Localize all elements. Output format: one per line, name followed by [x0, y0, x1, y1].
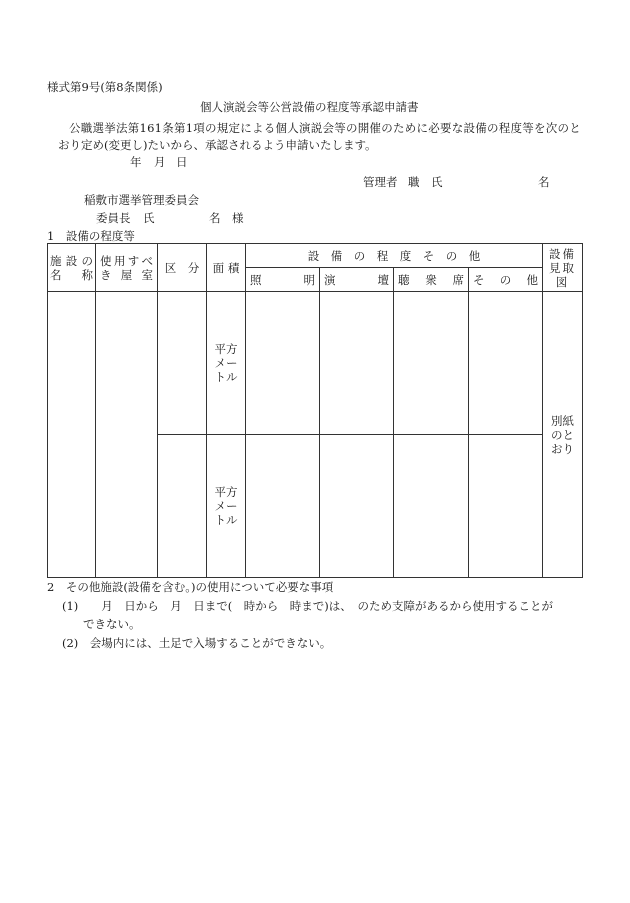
cell-audience-2 [394, 435, 469, 578]
header-facility-name [48, 244, 96, 292]
date-year: 年 [130, 155, 142, 169]
header-room-line-1: 使用すべ [100, 253, 153, 268]
cell-diagram [543, 292, 583, 578]
header-equipment-label: 設 備 の 程 度 そ の 他 [307, 248, 481, 263]
header-equipment [246, 244, 543, 268]
header-other-label: そ の 他 [473, 272, 538, 287]
recipient-name-label: 氏 [143, 211, 155, 225]
applicant-name-label: 氏 [431, 175, 443, 189]
cell-lighting-2 [246, 435, 320, 578]
header-diagram [543, 244, 583, 292]
header-lighting-label: 照 明 [250, 272, 315, 287]
recipient-name-suffix-2: 様 [232, 211, 244, 225]
cell-other-1 [469, 292, 543, 435]
intro-line-2: おり定め(変更し)たいから、承認されるよう申請いたします。 [58, 138, 377, 152]
header-category [158, 244, 207, 292]
cell-audience-1 [394, 292, 469, 435]
header-lighting [246, 268, 320, 292]
item-1-line-1: (1) 月 日から 月 日まで( 時から 時まで)は、 のため支障があるから使用することが [62, 599, 554, 613]
form-id: 様式第9号(第8条関係) [47, 80, 163, 94]
section-2-heading: 2 その他施設(設備を含む。)の使用について必要な事項 [47, 580, 334, 594]
cell-area-2 [207, 435, 246, 578]
recipient-name-suffix-1: 名 [209, 211, 221, 225]
applicant-position: 職 [408, 175, 420, 189]
header-stage-label: 演 壇 [324, 272, 389, 287]
section-1-heading: 1 設備の程度等 [47, 229, 135, 243]
intro-line-1: 公職選挙法第161条第1項の規定による個人演説会等の開催のために必要な設備の程度等を次のと [69, 121, 582, 135]
item-1-line-2: できない。 [83, 617, 141, 631]
header-audience-label: 聴 衆 席 [398, 272, 464, 287]
cell-other-2 [469, 435, 543, 578]
header-area-label: 面 積 [212, 260, 240, 275]
cell-category-1 [158, 292, 207, 435]
cell-stage-1 [320, 292, 394, 435]
cell-area-1 [207, 292, 246, 435]
header-facility-name-line-1: 施設の [50, 253, 93, 268]
equipment-table [47, 243, 583, 578]
cell-stage-2 [320, 435, 394, 578]
header-facility-name-line-2: 名 称 [50, 267, 93, 282]
header-room [96, 244, 158, 292]
cell-room [96, 292, 158, 578]
applicant-role: 管理者 [363, 175, 398, 189]
header-category-label: 区 分 [164, 260, 200, 275]
cell-category-2 [158, 435, 207, 578]
header-audience [394, 268, 469, 292]
area-unit-1: 平方メートル [214, 342, 238, 384]
document-title: 個人演説会等公営設備の程度等承認申請書 [200, 100, 419, 114]
header-diagram-label: 設備見取図 [549, 246, 576, 289]
diagram-note: 別紙のとおり [551, 413, 574, 456]
cell-facility-name [48, 292, 96, 578]
date-month: 月 [154, 155, 166, 169]
header-area [207, 244, 246, 292]
header-other [469, 268, 543, 292]
date-day: 日 [176, 155, 188, 169]
cell-lighting-1 [246, 292, 320, 435]
header-stage [320, 268, 394, 292]
header-room-line-2: き 屋 室 [100, 267, 153, 282]
area-unit-2: 平方メートル [214, 485, 238, 527]
recipient-title: 委員長 [96, 211, 131, 225]
recipient-org: 稲敷市選挙管理委員会 [84, 193, 199, 207]
applicant-name-suffix: 名 [538, 175, 550, 189]
item-2: (2) 会場内には、土足で入場することができない。 [62, 636, 332, 650]
